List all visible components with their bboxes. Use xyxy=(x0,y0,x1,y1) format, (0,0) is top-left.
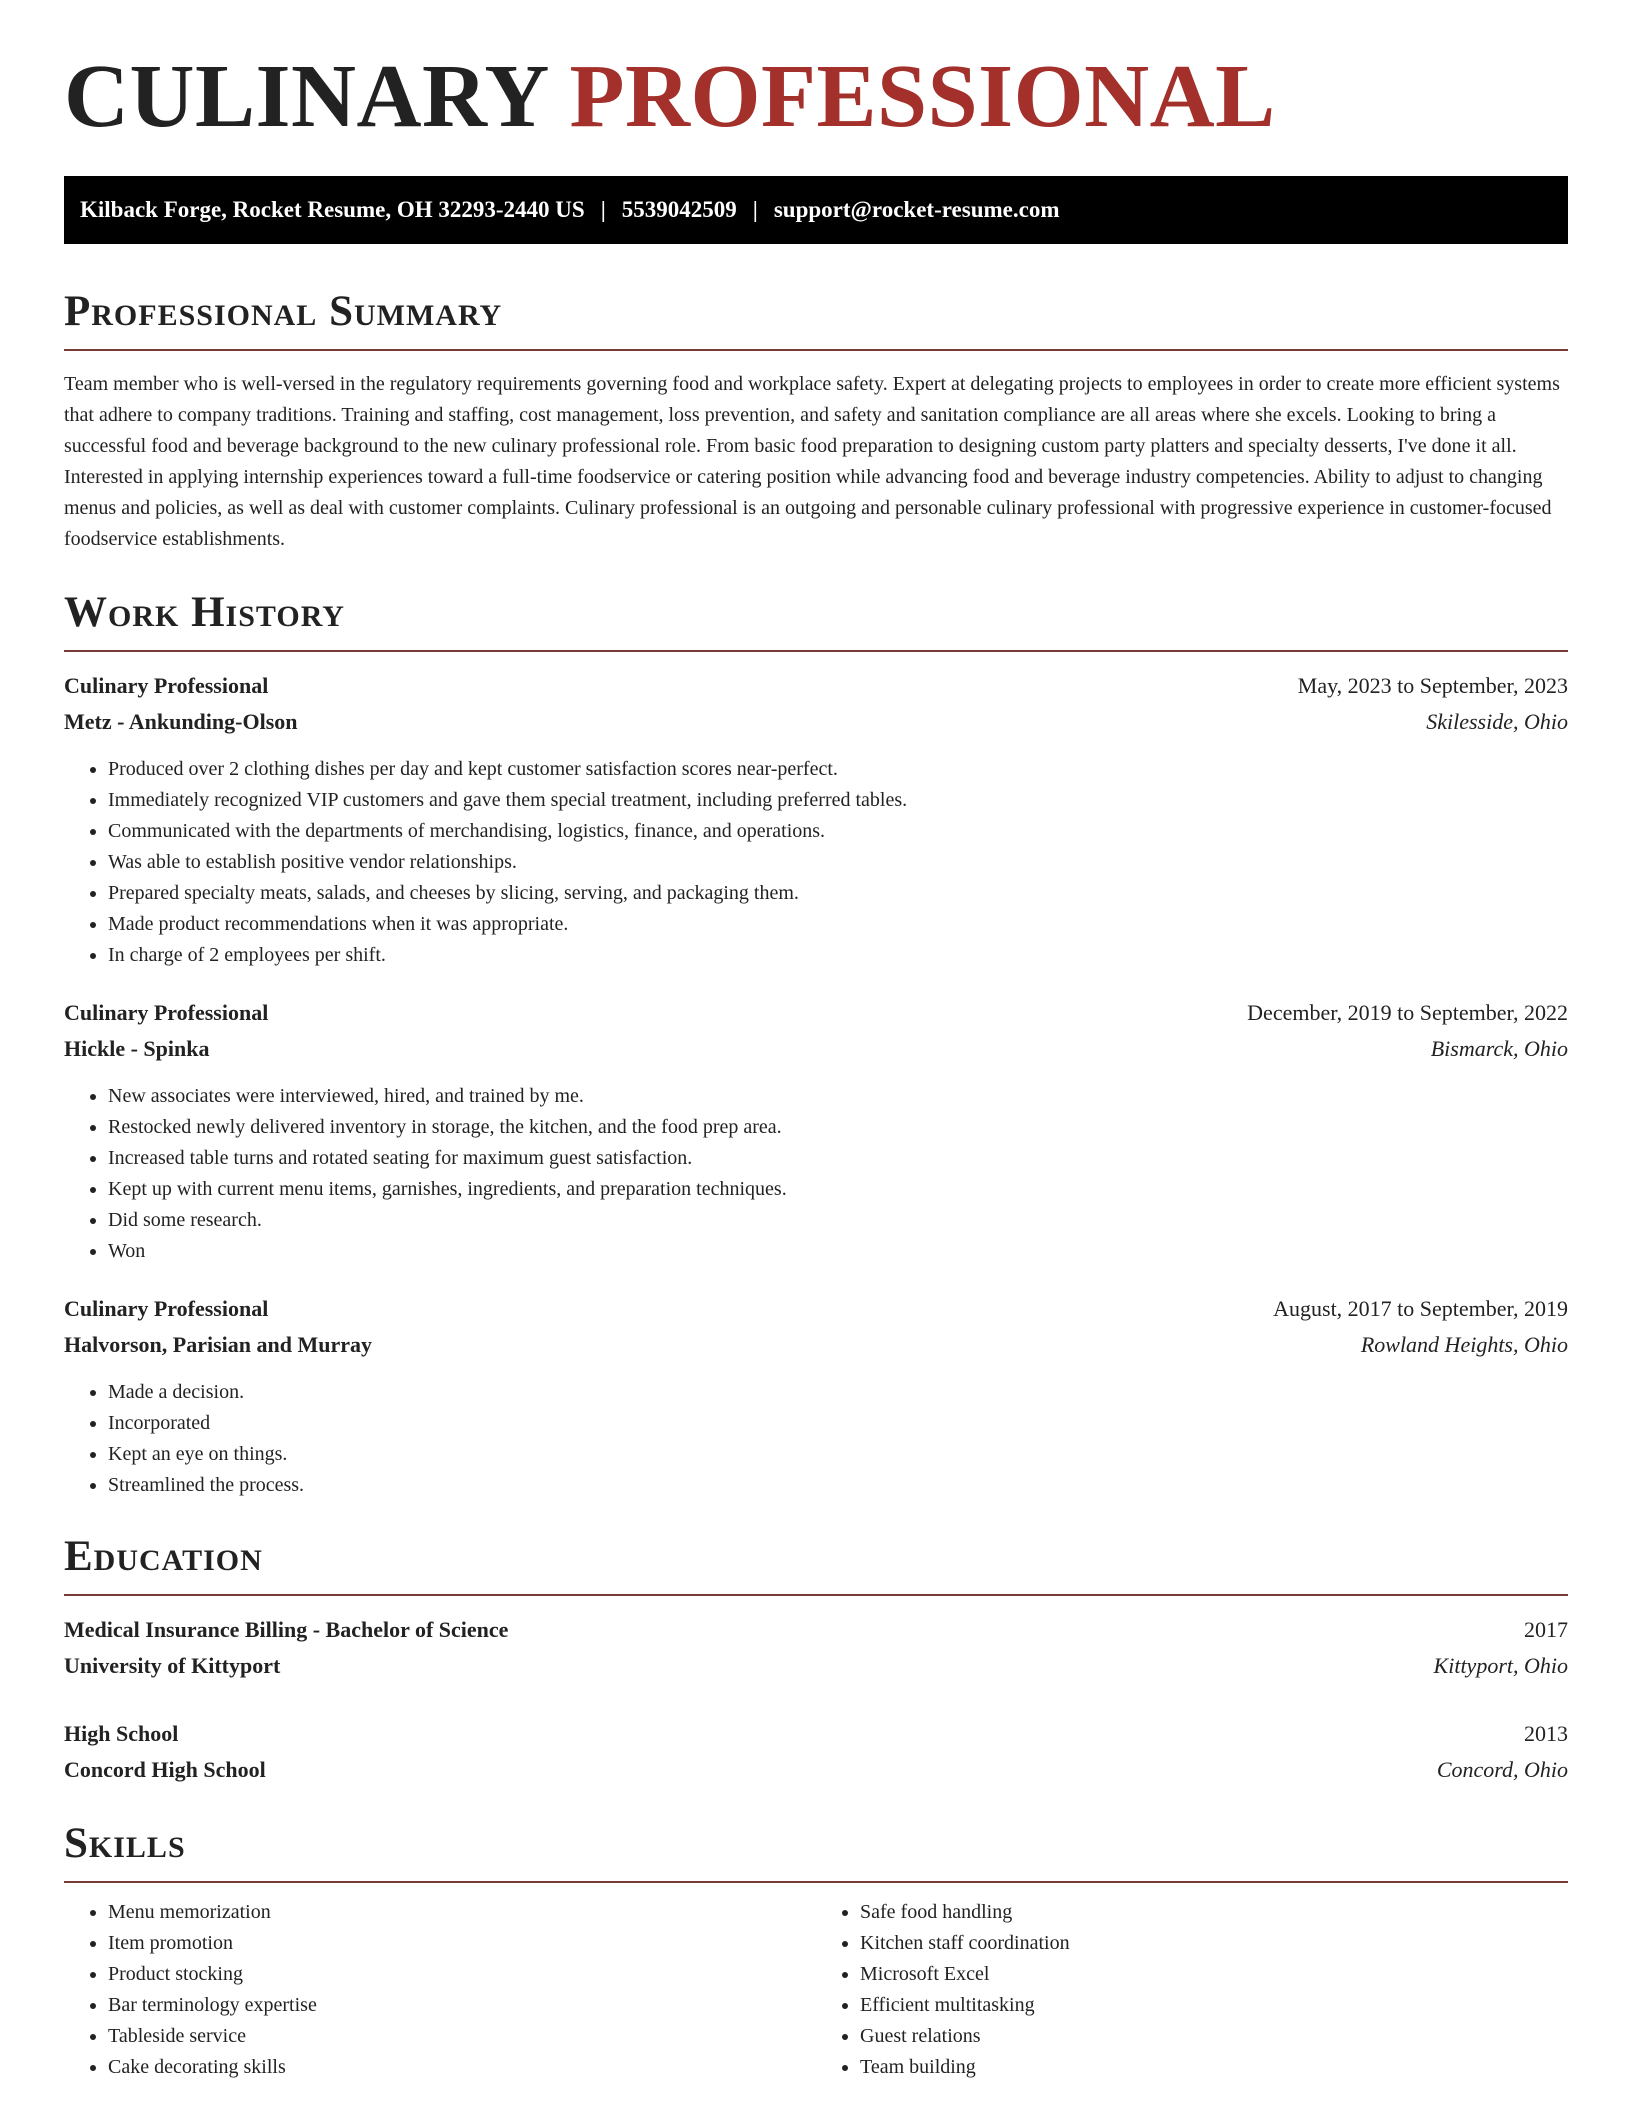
job-location: Rowland Heights, Ohio xyxy=(1360,1332,1568,1357)
school-name: Concord High School xyxy=(64,1757,266,1782)
job-entry xyxy=(64,668,1568,971)
list-item: • Incorporated xyxy=(108,1408,1568,1439)
graduation-year: 2017 xyxy=(1524,1617,1568,1642)
school-location: Kittyport, Ohio xyxy=(1433,1653,1568,1678)
list-item: • Produced over 2 clothing dishes per day and kept customer satisfaction scores near-perfect. xyxy=(108,754,1568,785)
school-name: University of Kittyport xyxy=(64,1653,281,1678)
list-item: • Kept up with current menu items, garnishes, ingredients, and preparation techniques. xyxy=(108,1174,1568,1205)
section-title-education: Education xyxy=(64,1533,263,1580)
skill-item: • Team building xyxy=(860,2052,1568,2083)
candidate-name xyxy=(64,47,1568,146)
skill-item: • Kitchen staff coordination xyxy=(860,1928,1568,1959)
job-title: Culinary Professional xyxy=(64,673,269,698)
name-first: CULINARY xyxy=(64,47,547,146)
job-title: Culinary Professional xyxy=(64,1296,269,1321)
name-last: PROFESSIONAL xyxy=(569,47,1276,146)
skill-item: • Cake decorating skills xyxy=(108,2052,816,2083)
section-divider xyxy=(64,1594,1568,1596)
section-title-work-history: Work History xyxy=(64,589,345,636)
list-item: • Communicated with the departments of merchandising, logistics, finance, and operations. xyxy=(108,816,1568,847)
skill-item: • Menu memorization xyxy=(108,1897,816,1928)
skill-item: • Guest relations xyxy=(860,2021,1568,2052)
school-location: Concord, Ohio xyxy=(1436,1757,1568,1782)
contact-bar xyxy=(64,176,1568,244)
skill-item: • Microsoft Excel xyxy=(860,1959,1568,1990)
section-divider xyxy=(64,1881,1568,1883)
list-item: • In charge of 2 employees per shift. xyxy=(108,940,1568,971)
list-item: • New associates were interviewed, hired, and trained by me. xyxy=(108,1081,1568,1112)
job-dates: August, 2017 to September, 2019 xyxy=(1273,1296,1568,1321)
skill-item: • Efficient multitasking xyxy=(860,1990,1568,2021)
contact-separator: | xyxy=(752,197,758,222)
graduation-year: 2013 xyxy=(1524,1721,1568,1746)
section-divider xyxy=(64,349,1568,351)
job-location: Skilesside, Ohio xyxy=(1426,709,1568,734)
section-divider xyxy=(64,650,1568,652)
work-history-section xyxy=(64,591,1568,1501)
skill-item: • Item promotion xyxy=(108,1928,816,1959)
skill-item: • Bar terminology expertise xyxy=(108,1990,816,2021)
contact-phone: 5539042509 xyxy=(621,197,737,222)
skills-grid xyxy=(64,1897,1568,2083)
education-section xyxy=(64,1535,1568,1788)
list-item: • Streamlined the process. xyxy=(108,1470,1568,1501)
degree: Medical Insurance Billing - Bachelor of Science xyxy=(64,1617,509,1642)
skills-list-right xyxy=(816,1897,1568,2083)
summary-text: Team member who is well-versed in the regulatory requirements governing food and workplace safety. Expert at delegating projects to employees in order to create more efficient systems that adhere to company traditions. Training and staffing, cost management, loss prevention, and safety and sanitation compliance are all areas where she excels. Looking to bring a successful food and beverage background to the new culinary professional role. From basic food preparation to designing custom party platters and specialty desserts, I've done it all. Interested in applying internship experiences toward a full-time foodservice or catering position while advancing food and beverage industry competencies. Ability to adjust to changing menus and policies, as well as deal with customer complaints. Culinary professional is an outgoing and personable culinary professional with progressive experience in customer-focused foodservice establishments. xyxy=(64,373,1560,550)
list-item: • Immediately recognized VIP customers and gave them special treatment, including preferred tables. xyxy=(108,785,1568,816)
education-entry xyxy=(64,1716,1568,1788)
list-item: • Prepared specialty meats, salads, and cheeses by slicing, serving, and packaging them. xyxy=(108,878,1568,909)
job-title: Culinary Professional xyxy=(64,1000,269,1025)
summary-section xyxy=(64,290,1568,555)
contact-separator: | xyxy=(600,197,606,222)
list-item: • Restocked newly delivered inventory in storage, the kitchen, and the food prep area. xyxy=(108,1112,1568,1143)
list-item: • Did some research. xyxy=(108,1205,1568,1236)
list-item: • Was able to establish positive vendor relationships. xyxy=(108,847,1568,878)
education-entry xyxy=(64,1612,1568,1684)
skill-item: • Safe food handling xyxy=(860,1897,1568,1928)
skills-section xyxy=(64,1822,1568,2083)
degree: High School xyxy=(64,1721,179,1746)
list-item: • Increased table turns and rotated seating for maximum guest satisfaction. xyxy=(108,1143,1568,1174)
skill-item: • Product stocking xyxy=(108,1959,816,1990)
contact-email: support@rocket-resume.com xyxy=(773,197,1060,222)
job-dates: December, 2019 to September, 2022 xyxy=(1247,1000,1568,1025)
section-title-summary: Professional Summary xyxy=(64,288,503,335)
job-company: Metz - Ankunding-Olson xyxy=(64,709,298,734)
list-item: • Kept an eye on things. xyxy=(108,1439,1568,1470)
job-bullets xyxy=(64,1081,1568,1267)
job-location: Bismarck, Ohio xyxy=(1430,1036,1568,1061)
list-item: • Won xyxy=(108,1236,1568,1267)
job-bullets xyxy=(64,1377,1568,1501)
contact-address: Kilback Forge, Rocket Resume, OH 32293-2440 US xyxy=(80,197,585,222)
skills-list-left xyxy=(64,1897,816,2083)
list-item: • Made product recommendations when it was appropriate. xyxy=(108,909,1568,940)
job-entry xyxy=(64,995,1568,1267)
job-entry xyxy=(64,1291,1568,1501)
job-dates: May, 2023 to September, 2023 xyxy=(1297,673,1568,698)
section-title-skills: Skills xyxy=(64,1820,186,1867)
job-company: Hickle - Spinka xyxy=(64,1036,210,1061)
job-bullets xyxy=(64,754,1568,971)
job-company: Halvorson, Parisian and Murray xyxy=(64,1332,373,1357)
list-item: • Made a decision. xyxy=(108,1377,1568,1408)
skill-item: • Tableside service xyxy=(108,2021,816,2052)
